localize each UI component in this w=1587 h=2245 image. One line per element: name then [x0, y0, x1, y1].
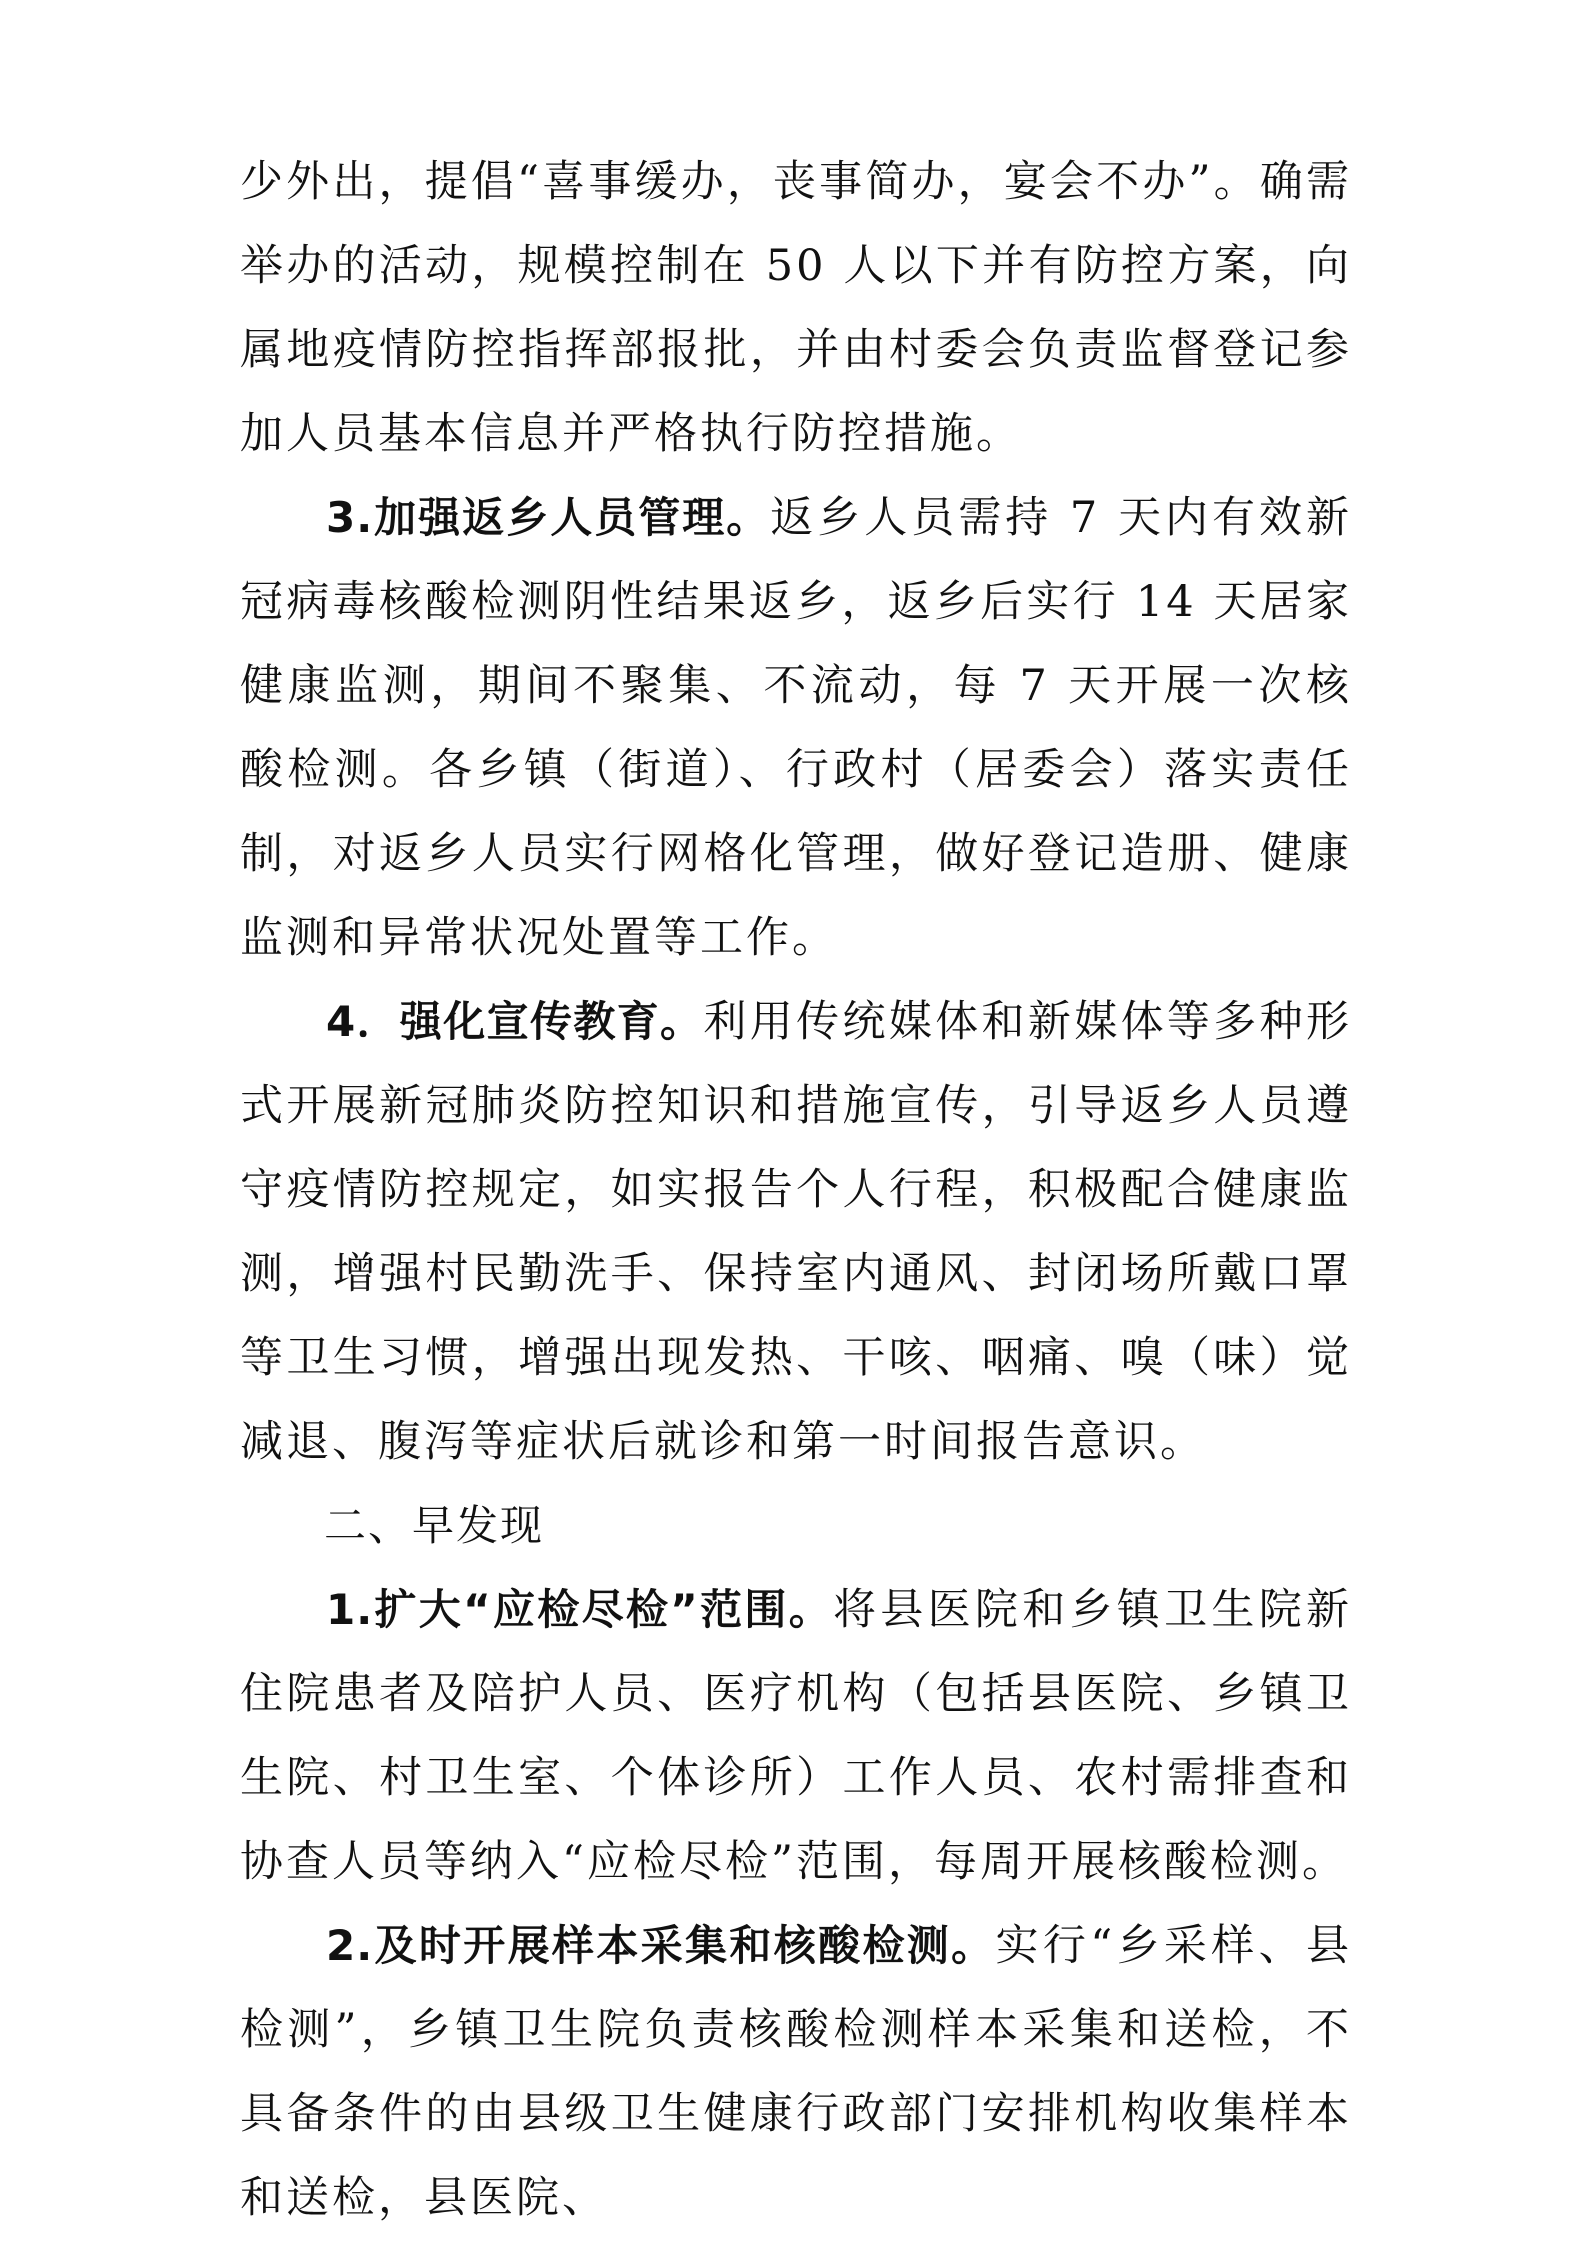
section-title-early-detection: 二、早发现 — [324, 1501, 545, 1550]
paragraph-returnee-management — [240, 476, 1352, 980]
paragraph-text: 将县医院和乡镇卫生院新住院患者及陪护人员、医疗机构（包括县医院、乡镇卫生院、村卫生室、个体诊所）工作人员、农村需排查和协查人员等纳入“应检尽检”范围，每周开展核酸检测。 — [240, 1585, 1353, 1887]
paragraph-text: 实行“乡采样、县检测”，乡镇卫生院负责核酸检测样本采集和送检，不具备条件的由县级卫生健康行政部门安排机构收集样本和送检，县医院、 — [240, 1921, 1353, 2223]
paragraph-text: 利用传统媒体和新媒体等多种形式开展新冠肺炎防控知识和措施宣传，引导返乡人员遵守疫情防控规定，如实报告个人行程，积极配合健康监测，增强村民勤洗手、保持室内通风、封闭场所戴口罩等卫生习惯，增强出现发热、干咳、咽痛、嗅（味）觉减退、腹泻等症状后就诊和第一时间报告意识。 — [240, 997, 1352, 1467]
paragraph-expand-testing — [240, 1568, 1352, 1904]
paragraph-publicity-education — [240, 980, 1352, 1484]
paragraph-heading: 2.及时开展样本采集和核酸检测。 — [326, 1921, 996, 1970]
paragraph-heading: 4．强化宣传教育。 — [326, 997, 704, 1046]
paragraph-text: 返乡人员需持 7 天内有效新冠病毒核酸检测阴性结果返乡，返乡后实行 14 天居家健康监测，期间不聚集、不流动，每 7 天开展一次核酸检测。各乡镇（街道）、行政村（居委会）落实责任制，对返乡人员实行网格化管理，做好登记造册、健康监测和异常状况处置等工作。 — [240, 493, 1352, 963]
paragraph-text: 少外出，提倡“喜事缓办，丧事简办，宴会不办”。确需举办的活动，规模控制在 50 人以下并有防控方案，向属地疫情防控指挥部报批，并由村委会负责监督登记参加人员基本信息并严格执行防控措施。 — [240, 157, 1352, 459]
document-page — [240, 140, 1352, 2240]
paragraph-heading: 1.扩大“应检尽检”范围。 — [326, 1585, 833, 1634]
paragraph-heading: 3.加强返乡人员管理。 — [326, 493, 771, 542]
paragraph-sampling-testing — [240, 1904, 1352, 2240]
paragraph-continued — [240, 140, 1352, 476]
